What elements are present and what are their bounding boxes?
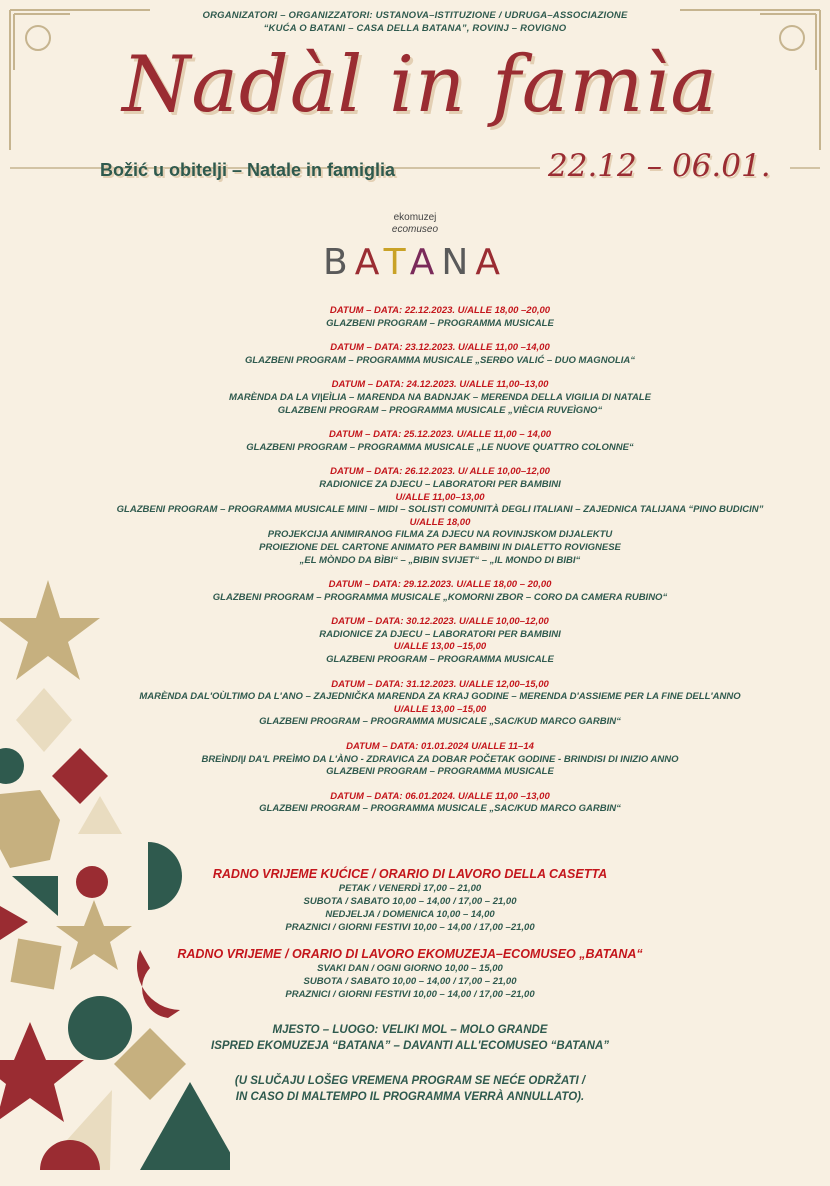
event-datetime: DATUM – DATA: 30.12.2023. U/ALLE 10,00–12,00 (331, 616, 549, 628)
hours-line: SUBOTA / SABATO 10,00 – 14,00 / 17,00 – 21,00 (303, 896, 517, 907)
hours-line: SVAKI DAN / OGNI GIORNO 10,00 – 15,00 (317, 963, 503, 974)
event-datetime: U/ALLE 13,00 –15,00 (393, 703, 487, 715)
event-block (60, 466, 820, 567)
opening-hours (170, 866, 650, 1013)
event-description: GLAZBENI PROGRAM – PROGRAMMA MUSICALE (326, 317, 554, 329)
event-description: GLAZBENI PROGRAM – PROGRAMMA MUSICALE (326, 766, 554, 778)
hours-title: RADNO VRIJEME KUĆICE / ORARIO DI LAVORO DELLA CASETTA (212, 867, 608, 881)
event-description: GLAZBENI PROGRAM – PROGRAMMA MUSICALE „SAC/KUD MARCO GARBIN“ (259, 716, 621, 728)
ecomuseum-label-it: ecomuseo (391, 224, 439, 235)
event-description: GLAZBENI PROGRAM – PROGRAMMA MUSICALE „LE NUOVE QUATTRO COLONNE“ (246, 441, 634, 453)
event-description: GLAZBENI PROGRAM – PROGRAMMA MUSICALE „SAC/KUD MARCO GARBIN“ (259, 803, 621, 815)
event-block (60, 379, 820, 417)
event-description: GLAZBENI PROGRAM – PROGRAMMA MUSICALE MINI – MIDI – SOLISTI COMUNITÀ DEGLI ITALIANI – ZAJEDNICA TALIJANA “PINO BUDICIN” (116, 504, 764, 516)
hours-block (170, 946, 650, 1001)
event-datetime: DATUM – DATA: 06.01.2024. U/ALLE 11,00 –13,00 (330, 790, 550, 802)
hours-title: RADNO VRIJEME / ORARIO DI LAVORO EKOMUZEJA–ECOMUSEO „BATANA“ (177, 947, 643, 961)
event-datetime: DATUM – DATA: 26.12.2023. U/ ALLE 10,00–12,00 (330, 466, 550, 478)
event-datetime: DATUM – DATA: 31.12.2023. U/ALLE 12,00–15,00 (331, 678, 549, 690)
page-title: Nadàl in famìa (122, 40, 718, 130)
event-datetime: U/ALLE 13,00 –15,00 (393, 641, 487, 653)
event-datetime: DATUM – DATA: 24.12.2023. U/ALLE 11,00–13,00 (331, 379, 549, 391)
event-description: GLAZBENI PROGRAM – PROGRAMMA MUSICALE „KOMORNI ZBOR – CORO DA CAMERA RUBINO“ (212, 591, 668, 603)
note-line: IN CASO DI MALTEMPO IL PROGRAMMA VERRÀ ANNULLATO). (235, 1091, 585, 1103)
event-datetime: DATUM – DATA: 01.01.2024 U/ALLE 11–14 (346, 741, 534, 753)
organizers-line-1: ORGANIZATORI – ORGANIZZATORI: USTANOVA–ISTITUZIONE / UDRUGA–ASSOCIAZIONE (202, 10, 628, 21)
event-datetime: U/ALLE 11,00–13,00 (395, 491, 485, 503)
event-description: PROIEZIONE DEL CARTONE ANIMATO PER BAMBINI IN DIALETTO ROVIGNESE (259, 541, 621, 553)
event-datetime: DATUM – DATA: 29.12.2023. U/ALLE 18,00 – 20,00 (328, 579, 552, 591)
hours-line: PRAZNICI / GIORNI FESTIVI 10,00 – 14,00 / 17,00 –21,00 (285, 922, 535, 933)
event-description: RADIONICE ZA DJECU – LABORATORI PER BAMBINI (319, 478, 561, 490)
event-datetime: DATUM – DATA: 22.12.2023. U/ALLE 18,00 –20,00 (329, 305, 551, 316)
organizers-line-2: “KUĆA O BATANI – CASA DELLA BATANA”, ROVINJ – ROVIGNO (263, 23, 567, 34)
event-dates: 22.12 – 06.01. (548, 148, 771, 184)
event-datetime: DATUM – DATA: 25.12.2023. U/ALLE 11,00 – 14,00 (328, 429, 552, 441)
hours-block (170, 866, 650, 934)
event-description: „EL MÒNDO DA BÌBI“ – „BIBIN SVIJET“ – „IL MONDO DI BIBI“ (299, 554, 581, 566)
star-shape (0, 580, 100, 680)
event-description: GLAZBENI PROGRAM – PROGRAMMA MUSICALE „VIÈCIA RUVEÌGNO“ (277, 404, 603, 416)
event-description: PROJEKCIJA ANIMIRANOG FILMA ZA DJECU NA ROVINJSKOM DIJALEKTU (267, 529, 613, 541)
event-description: RADIONICE ZA DJECU – LABORATORI PER BAMBINI (319, 628, 561, 640)
event-description: GLAZBENI PROGRAM – PROGRAMMA MUSICALE (326, 654, 554, 666)
hours-line: PRAZNICI / GIORNI FESTIVI 10,00 – 14,00 / 17,00 –21,00 (285, 989, 535, 1000)
hours-line: PETAK / VENERDÌ 17,00 – 21,00 (338, 883, 482, 894)
hours-line: SUBOTA / SABATO 10,00 – 14,00 / 17,00 – 21,00 (303, 976, 517, 987)
ecomuseum-label-hr: ekomuzej (393, 212, 437, 223)
event-description: BREÌNDI|I DA'L PREÌMO DA L'ÀNO - ZDRAVICA ZA DOBAR POČETAK GODINE - BRINDISI DI INIZIO ANNO (201, 753, 679, 765)
event-datetime: DATUM – DATA: 23.12.2023. U/ALLE 11,00 –14,00 (330, 342, 550, 354)
event-description: MARÈNDA DA LA VI|EÌLIA – MARENDA NA BADNJAK – MERENDA DELLA VIGILIA DI NATALE (229, 391, 651, 403)
christmas-tree-decoration (0, 570, 230, 1186)
event-block (60, 429, 820, 454)
location-line: MJESTO – LUOGO: VELIKI MOL – MOLO GRANDE (272, 1024, 548, 1036)
event-description: GLAZBENI PROGRAM – PROGRAMMA MUSICALE „SERĐO VALIĆ – DUO MAGNOLIA“ (244, 354, 636, 366)
event-datetime: U/ALLE 18,00 (409, 516, 471, 528)
subtitle: Božić u obitelji – Natale in famiglia (100, 160, 396, 180)
event-block (60, 305, 820, 330)
event-block (60, 342, 820, 367)
event-description: MARÈNDA DAL'OÙLTIMO DA L'ANO – ZAJEDNIČKA MARENDA ZA KRAJ GODINE – MERENDA D'ASSIEME PER LA FINE DELL'ANNO (139, 691, 741, 703)
hours-line: NEDJELJA / DOMENICA 10,00 – 14,00 (325, 909, 495, 920)
note-line: (U SLUČAJU LOŠEG VREMENA PROGRAM SE NEĆE ODRŽATI / (234, 1075, 586, 1087)
location-line: ISPRED EKOMUZEJA “BATANA” – DAVANTI ALL'ECOMUSEO “BATANA” (211, 1040, 609, 1052)
batana-logo: BATANA (323, 242, 507, 283)
